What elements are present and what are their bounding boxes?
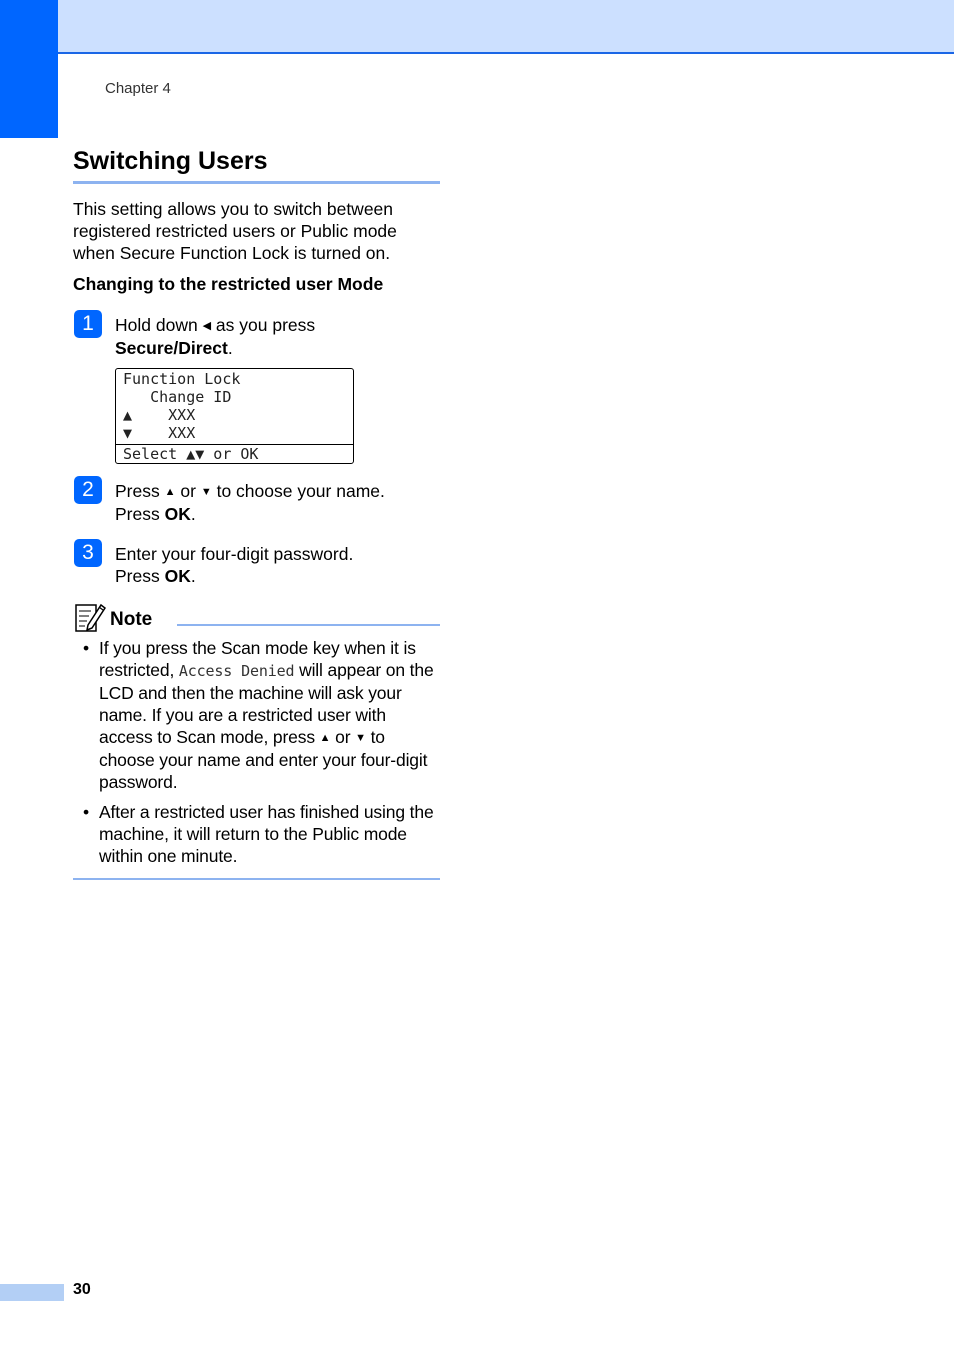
title-rule	[73, 181, 440, 184]
ok-key: OK	[164, 504, 191, 524]
intro-paragraph: This setting allows you to switch between registered restricted users or Public mode when Secure Function Lock is turned on.	[73, 199, 397, 263]
lcd-display	[115, 368, 354, 464]
lcd-footer: Select ▲▼ or OK	[123, 445, 259, 463]
chapter-label: Chapter 4	[105, 80, 171, 97]
down-arrow-icon: ▼	[355, 732, 366, 744]
lcd-line: ▼ XXX	[123, 424, 196, 442]
bullet-dot: •	[83, 638, 90, 658]
step-1-badge: 1	[74, 310, 102, 338]
step-2-text: Press ▲ or ▼ to choose your name. Press OK.	[115, 481, 385, 524]
step-2-badge: 2	[74, 476, 102, 504]
section-title: Switching Users	[73, 147, 268, 175]
page-number-band	[0, 1284, 64, 1301]
left-arrow-icon: ◀	[202, 320, 212, 332]
step-3-text: Enter your four-digit password. Press OK.	[115, 544, 354, 586]
down-arrow-icon: ▼	[200, 486, 212, 498]
note-end-rule	[73, 878, 440, 880]
lcd-message: Access Denied	[178, 662, 295, 680]
page-number: 30	[73, 1281, 91, 1298]
lcd-line: Change ID	[123, 388, 232, 406]
step-1-text: Hold down ◀ as you press Secure/Direct.	[115, 315, 316, 358]
chapter-tab	[0, 0, 58, 138]
note-title: Note	[110, 609, 153, 630]
header-band	[58, 0, 954, 54]
lcd-line: Function Lock	[123, 370, 241, 388]
ok-key: OK	[164, 566, 191, 586]
lcd-line: ▲ XXX	[123, 406, 196, 424]
up-arrow-icon: ▲	[319, 732, 331, 744]
note-rule	[177, 624, 440, 626]
note-pencil-icon	[74, 601, 106, 633]
subheading: Changing to the restricted user Mode	[73, 274, 384, 294]
step-3-badge: 3	[74, 539, 102, 567]
bullet-dot: •	[83, 802, 90, 822]
secure-direct-key: Secure/Direct	[115, 338, 228, 358]
up-arrow-icon: ▲	[164, 486, 176, 498]
